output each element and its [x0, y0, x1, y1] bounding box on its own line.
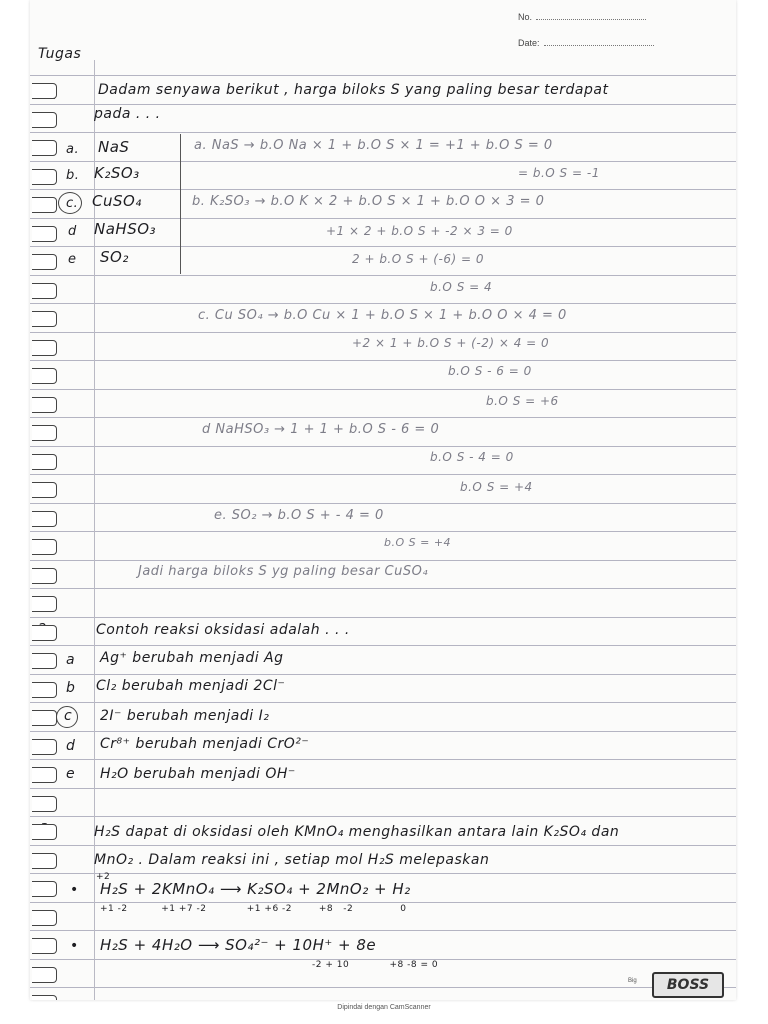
binder-hole — [32, 824, 57, 840]
binder-hole — [32, 767, 57, 783]
q2-question: Contoh reaksi oksidasi adalah . . . — [96, 622, 350, 638]
q3-bullet: • — [70, 938, 79, 954]
binder-hole — [32, 682, 57, 698]
ruled-line — [30, 987, 736, 988]
binder-hole — [32, 938, 57, 954]
q2-option-b-letter: b — [66, 680, 76, 696]
q2-option-a-text: Ag⁺ berubah menjadi Ag — [100, 650, 284, 666]
q3-line1: H₂S dapat di oksidasi oleh KMnO₄ menghasilkan antara lain K₂SO₄ dan — [94, 824, 620, 840]
ruled-line — [30, 360, 736, 361]
ruled-line — [30, 474, 736, 475]
q3-reaction1-oxidation: +1 -2 +1 +7 -2 +1 +6 -2 +8 -2 0 — [100, 904, 407, 914]
q1-question-line1: Dadam senyawa berikut , harga biloks S yang paling besar terdapat — [98, 82, 609, 98]
number-field — [518, 12, 646, 22]
ruled-line — [30, 275, 736, 276]
ruled-line — [30, 161, 736, 162]
ruled-line — [30, 588, 736, 589]
q1-work-line: d NaHSO₃ → 1 + 1 + b.O S - 6 = 0 — [202, 422, 440, 437]
q3-reaction2-oxidation: -2 + 10 +8 -8 = 0 — [312, 960, 439, 970]
binder-hole — [32, 425, 57, 441]
q3-reaction2: H₂S + 4H₂O ⟶ SO₄²⁻ + 10H⁺ + 8e — [100, 936, 377, 954]
answer-mark — [56, 706, 78, 728]
ruled-line — [30, 816, 736, 817]
q1-question-line2: pada . . . — [94, 106, 161, 122]
ruled-line — [30, 788, 736, 789]
q1-conclusion: Jadi harga biloks S yg paling besar CuSO₄ — [138, 564, 429, 579]
scanner-watermark: Dipindai dengan CamScanner — [337, 1004, 431, 1011]
q1-work-line: b. K₂SO₃ → b.O K × 2 + b.O S × 1 + b.O O × 3 = 0 — [192, 194, 545, 209]
binder-hole — [32, 625, 57, 641]
ruled-line — [30, 560, 736, 561]
q1-work-line: b.O S = 4 — [430, 280, 493, 294]
q1-option-e-letter: e — [68, 252, 77, 267]
binder-hole — [32, 368, 57, 384]
notebook-page — [30, 0, 736, 1000]
binder-hole — [32, 881, 57, 897]
ruled-line — [30, 218, 736, 219]
ruled-line — [30, 503, 736, 504]
q1-work-line: a. NaS → b.O Na × 1 + b.O S × 1 = +1 + b.O S = 0 — [194, 138, 553, 153]
q1-work-line: b.O S = +4 — [384, 536, 452, 549]
q2-option-c-text: 2I⁻ berubah menjadi I₂ — [100, 708, 270, 724]
binder-hole — [32, 568, 57, 584]
binder-hole — [32, 482, 57, 498]
q2-option-c-letter: c — [64, 708, 73, 724]
q1-option-a-letter: a. — [66, 142, 80, 157]
q1-work-line: e. SO₂ → b.O S + - 4 = 0 — [214, 508, 384, 523]
ruled-line — [30, 845, 736, 846]
binder-hole — [32, 511, 57, 527]
ruled-line — [30, 446, 736, 447]
ruled-line — [30, 531, 736, 532]
binder-hole — [32, 596, 57, 612]
binder-hole — [32, 454, 57, 470]
binder-hole — [32, 169, 57, 185]
q1-work-line: = b.O S = -1 — [518, 166, 600, 180]
q2-option-e-letter: e — [66, 766, 76, 782]
ruled-line — [30, 389, 736, 390]
q3-line2: MnO₂ . Dalam reaksi ini , setiap mol H₂S melepaskan — [94, 852, 490, 868]
binder-hole — [32, 910, 57, 926]
q1-option-e-text: SO₂ — [100, 248, 129, 266]
binder-hole — [32, 254, 57, 270]
binder-hole — [32, 653, 57, 669]
brand-prefix: Big — [628, 978, 637, 984]
binder-hole — [32, 995, 57, 1000]
q2-option-d-text: Cr⁸⁺ berubah menjadi CrO²⁻ — [100, 736, 310, 752]
q1-option-b-text: K₂SO₃ — [94, 164, 140, 182]
ruled-line — [30, 902, 736, 903]
binder-hole — [32, 283, 57, 299]
page-title: Tugas — [38, 46, 82, 62]
ruled-line — [30, 759, 736, 760]
q1-option-c-text: CuSO₄ — [92, 192, 142, 210]
binder-hole — [32, 796, 57, 812]
binder-hole — [32, 197, 57, 213]
q1-work-line: b.O S - 6 = 0 — [448, 364, 532, 378]
answer-mark — [58, 192, 82, 214]
binder-hole — [32, 112, 57, 128]
binder-hole — [32, 710, 57, 726]
ruled-line — [30, 104, 736, 105]
q3-reaction1: H₂S + 2KMnO₄ ⟶ K₂SO₄ + 2MnO₂ + H₂ — [100, 880, 411, 898]
ruled-line — [30, 702, 736, 703]
q2-option-d-letter: d — [66, 738, 76, 754]
ruled-line — [30, 617, 736, 618]
date-field — [518, 38, 654, 48]
ruled-line — [30, 132, 736, 133]
q1-option-c-letter: c. — [66, 196, 79, 211]
q3-bullet: • — [70, 882, 79, 898]
ruled-line — [30, 332, 736, 333]
binder-hole — [32, 83, 57, 99]
ruled-line — [30, 930, 736, 931]
q1-option-d-letter: d — [68, 224, 77, 239]
binder-hole — [32, 140, 57, 156]
number-label: No. — [518, 12, 533, 22]
q1-work-line: 2 + b.O S + (-6) = 0 — [352, 252, 484, 266]
q1-option-b-letter: b. — [66, 168, 80, 183]
q1-work-line: +2 × 1 + b.O S + (-2) × 4 = 0 — [352, 336, 550, 350]
binder-hole — [32, 739, 57, 755]
binder-hole — [32, 226, 57, 242]
ruled-line — [30, 645, 736, 646]
date-label: Date: — [518, 38, 540, 48]
q1-option-a-text: NaS — [98, 138, 130, 156]
q1-option-d-text: NaHSO₃ — [94, 220, 157, 238]
q1-work-line: b.O S - 4 = 0 — [430, 450, 514, 464]
binder-hole — [32, 311, 57, 327]
ruled-line — [30, 75, 736, 76]
binder-hole — [32, 397, 57, 413]
ruled-line — [30, 873, 736, 874]
ruled-line — [30, 417, 736, 418]
q2-option-a-letter: a — [66, 652, 76, 668]
brand-logo: BOSS — [652, 972, 724, 998]
binder-hole — [32, 967, 57, 983]
ruled-line — [30, 246, 736, 247]
ruled-line — [30, 674, 736, 675]
ruled-line — [30, 731, 736, 732]
q1-work-line: b.O S = +4 — [460, 480, 533, 494]
ruled-line — [30, 189, 736, 190]
binder-hole — [32, 853, 57, 869]
q1-work-line: b.O S = +6 — [486, 394, 559, 408]
binder-hole — [32, 539, 57, 555]
q1-work-line: +1 × 2 + b.O S + -2 × 3 = 0 — [326, 224, 513, 238]
q2-option-b-text: Cl₂ berubah menjadi 2Cl⁻ — [96, 678, 286, 694]
q2-option-e-text: H₂O berubah menjadi OH⁻ — [100, 766, 296, 782]
q1-work-line: c. Cu SO₄ → b.O Cu × 1 + b.O S × 1 + b.O O × 4 = 0 — [198, 308, 567, 323]
binder-hole — [32, 340, 57, 356]
ruled-line — [30, 303, 736, 304]
q1-column-divider — [180, 134, 181, 274]
q3-reaction1-top: +2 — [96, 872, 111, 882]
